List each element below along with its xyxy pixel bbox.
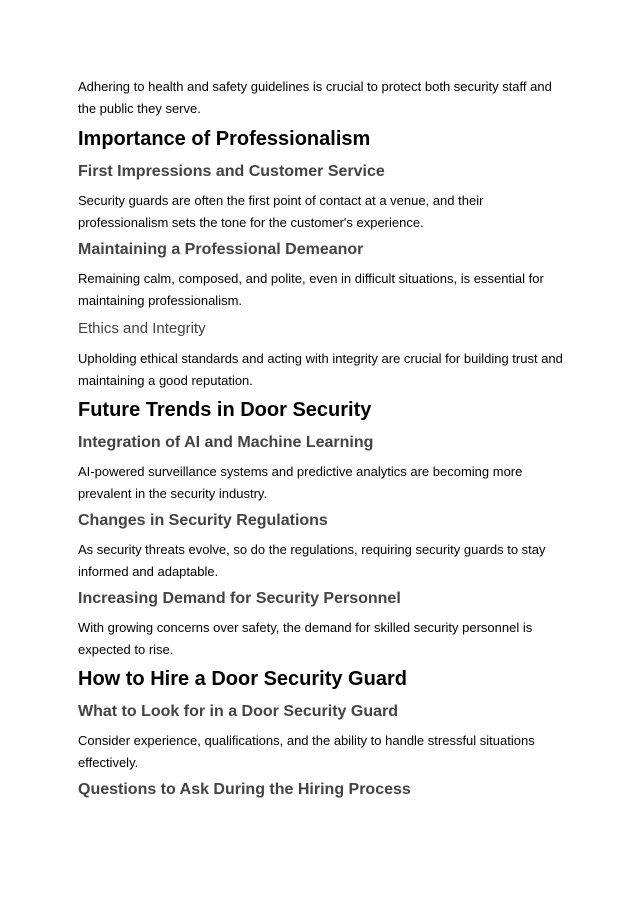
paragraph-demand: With growing concerns over safety, the demand for skilled security personnel is expected to rise. <box>78 620 533 657</box>
paragraph-first-impressions: Security guards are often the first point of contact at a venue, and their professionalism sets the tone for the customer's experience. <box>78 193 484 230</box>
paragraph-ai: AI-powered surveillance systems and predictive analytics are becoming more prevalent in the security industry. <box>78 464 523 501</box>
section-heading-professionalism: Importance of Professionalism <box>78 128 371 150</box>
subheading-demand: Increasing Demand for Security Personnel <box>78 590 401 607</box>
document-page <box>78 76 568 802</box>
subheading-ai: Integration of AI and Machine Learning <box>78 434 374 451</box>
subheading-what-to-look-for: What to Look for in a Door Security Guard <box>78 703 399 720</box>
paragraph-ethics: Upholding ethical standards and acting with integrity are crucial for building trust and maintaining a good reputation. <box>78 351 563 388</box>
section-heading-future-trends: Future Trends in Door Security <box>78 399 372 421</box>
section-heading-hire: How to Hire a Door Security Guard <box>78 668 407 690</box>
subheading-regulations: Changes in Security Regulations <box>78 512 328 529</box>
subheading-ethics: Ethics and Integrity <box>78 320 206 337</box>
paragraph-what-to-look-for: Consider experience, qualifications, and the ability to handle stressful situations effectively. <box>78 733 535 770</box>
intro-paragraph: Adhering to health and safety guidelines is crucial to protect both security staff and the public they serve. <box>78 79 552 116</box>
paragraph-demeanor: Remaining calm, composed, and polite, even in difficult situations, is essential for maintaining professionalism. <box>78 271 544 308</box>
subheading-questions: Questions to Ask During the Hiring Process <box>78 781 411 798</box>
subheading-demeanor: Maintaining a Professional Demeanor <box>78 241 364 258</box>
subheading-first-impressions: First Impressions and Customer Service <box>78 163 385 180</box>
paragraph-regulations: As security threats evolve, so do the regulations, requiring security guards to stay informed and adaptable. <box>78 542 546 579</box>
